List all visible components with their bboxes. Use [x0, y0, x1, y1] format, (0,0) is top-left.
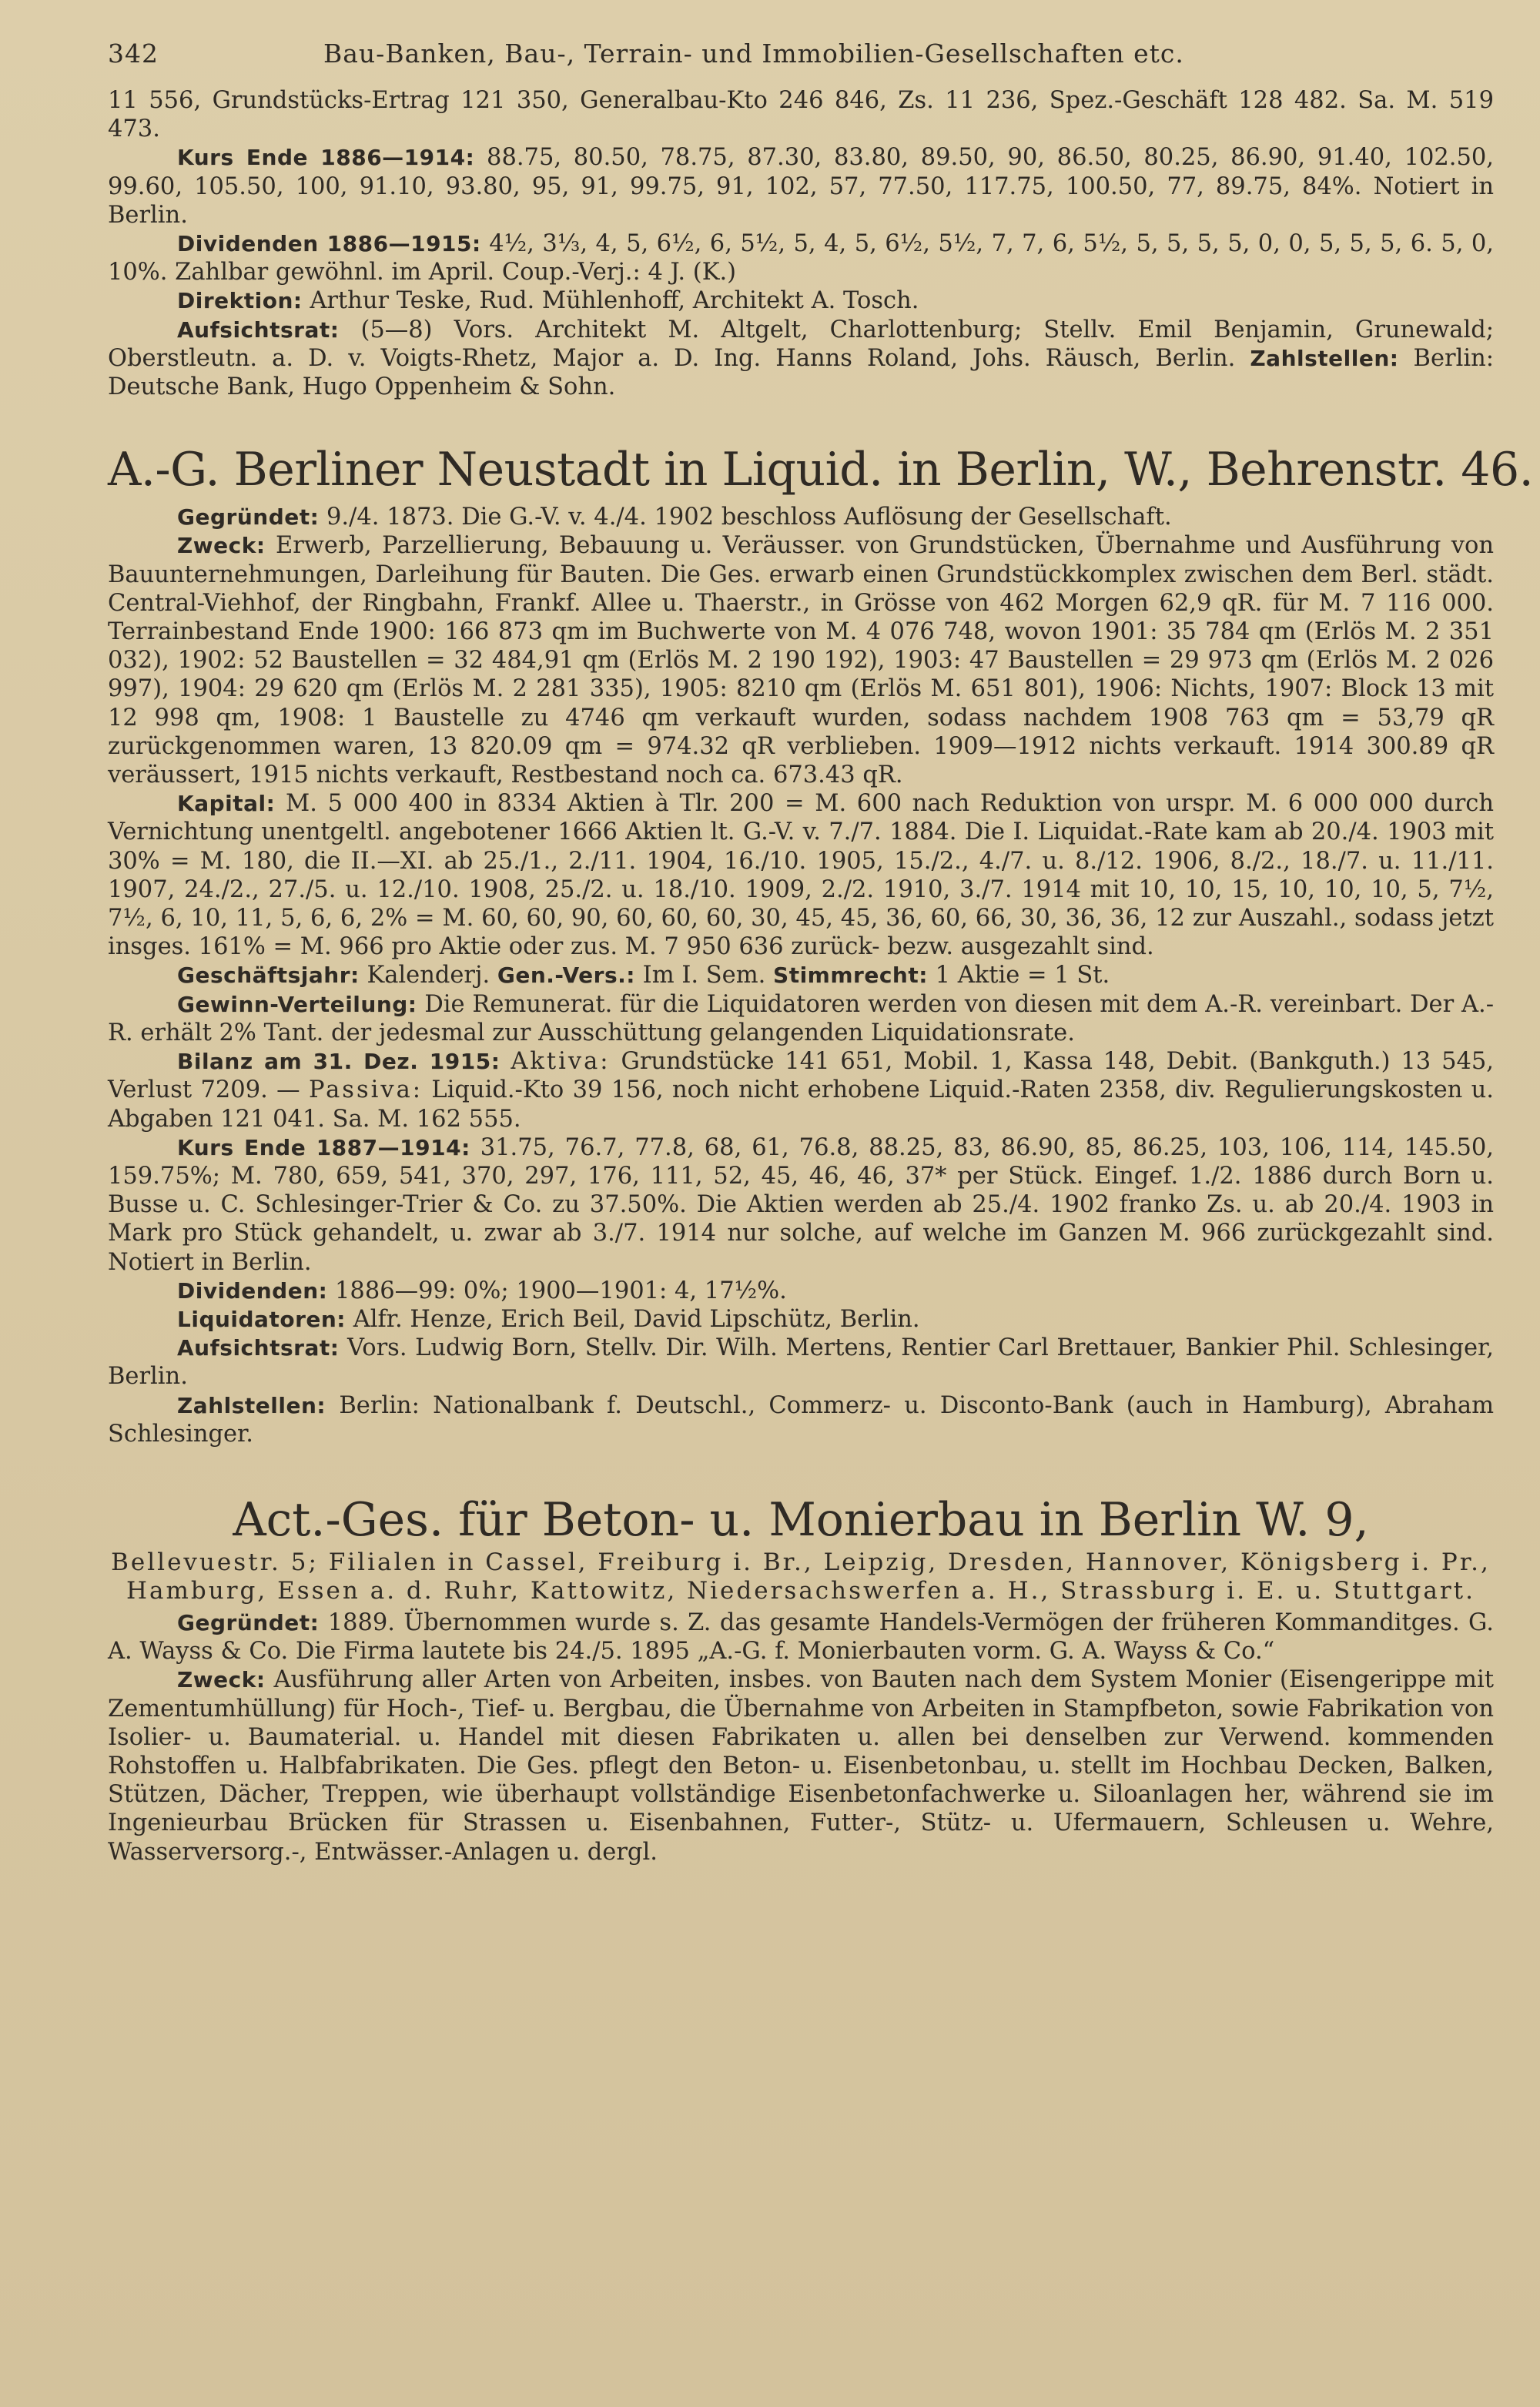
paragraph-direktion: Direktion: Arthur Teske, Rud. Mühlenhoff, Architekt A. Tosch.	[177, 287, 919, 315]
paragraph-aufsichtsrat: Aufsichtsrat: (5—8) Vors. Architekt M. Altgelt, Charlottenburg; Stellv. Emil Benjamin, Grunewald; Oberstleutn. a. D. v. Voigts-Rhetz, Major a. D. Ing. Hanns Roland, Johs. Räusch, Berlin. Zahlstellen: Berlin: Deutsche Bank, Hugo Oppenheim & Sohn.	[108, 316, 1495, 401]
paragraph-kurs: Kurs Ende 1886—1914: 88.75, 80.50, 78.75, 87.30, 83.80, 89.50, 90, 86.50, 80.25, 86.90, 91.40, 102.50, 99.60, 105.50, 100, 91.10, 93.80, 95, 91, 99.75, 91, 102, 57, 77.50, 117.75, 100.50, 77, 89.75, 84%. Notiert in Berlin.	[108, 144, 1494, 229]
section-berliner-neustadt	[108, 441, 1534, 1448]
paragraph-geschaeftsjahr: Geschäftsjahr: Kalenderj. Gen.-Vers.: Im I. Sem. Stimmrecht: 1 Aktie = 1 St.	[177, 962, 1110, 989]
paragraph-gegruendet: Gegründet: 9./4. 1873. Die G.-V. v. 4./4. 1902 beschloss Auflösung der Gesellschaft.	[177, 504, 1172, 531]
paragraph-kurs: Kurs Ende 1887—1914: 31.75, 76.7, 77.8, 68, 61, 76.8, 88.25, 83, 86.90, 85, 86.25, 103, 106, 114, 145.50, 159.75%; M. 780, 659, 541, 370, 297, 176, 111, 52, 45, 46, 46, 37* per Stück. Eingef. 1./2. 1886 durch Born u. Busse u. C. Schlesinger-Trier & Co. zu 37.50%. Die Aktien werden ab 25./4. 1902 franko Zs. u. ab 20./4. 1903 in Mark pro Stück gehandelt, u. zwar ab 3./7. 1914 nur solche, auf welche im Ganzen M. 966 zurückgezahlt sind. Notiert in Berlin.	[108, 1133, 1494, 1276]
page-header	[108, 38, 1494, 86]
company-address: Bellevuestr. 5; Filialen in Cassel, Freiburg i. Br., Leipzig, Dresden, Hannover, Königsberg i. Pr., Hamburg, Essen a. d. Ruhr, Kattowitz, Niedersachswerfen a. H., Strassburg i. E. u. Stuttgart.	[111, 1548, 1491, 1605]
paragraph-gegruendet: Gegründet: 1889. Übernommen wurde s. Z. das gesamte Handels-Vermögen der früheren Kommanditges. G. A. Wayss & Co. Die Firma lautete bis 24./5. 1895 „A.-G. f. Monierbauten vorm. G. A. Wayss & Co.“	[108, 1609, 1494, 1665]
section-continuation	[108, 86, 1494, 401]
page-number: 342	[108, 38, 159, 69]
section-beton-monierbau	[108, 1491, 1494, 1866]
paragraph-zweck: Zweck: Erwerb, Parzellierung, Bebauung u. Veräusser. von Grundstücken, Übernahme und Ausführung von Bauunternehmungen, Darleihung für Bauten. Die Ges. erwarb einen Grundstückkomplex zwischen dem Berl. städt. Central-Viehhof, der Ringbahn, Frankf. Allee u. Thaerstr., in Grösse von 462 Morgen 62,9 qR. für M. 7 116 000. Terrainbestand Ende 1900: 166 873 qm im Buchwerte von M. 4 076 748, wovon 1901: 35 784 qm (Erlös M. 2 351 032), 1902: 52 Baustellen = 32 484,91 qm (Erlös M. 2 190 192), 1903: 47 Baustellen = 29 973 qm (Erlös M. 2 026 997), 1904: 29 620 qm (Erlös M. 2 281 335), 1905: 8210 qm (Erlös M. 651 801), 1906: Nichts, 1907: Block 13 mit 12 998 qm, 1908: 1 Baustelle zu 4746 qm verkauft wurden, sodass nachdem 1908 763 qm = 53,79 qR zurückgenommen waren, 13 820.09 qm = 974.32 qR verblieben. 1909—1912 nichts verkauft. 1914 300.89 qR veräussert, 1915 nichts verkauft, Restbestand noch ca. 673.43 qR.	[108, 532, 1494, 789]
paragraph-zahlstellen: Zahlstellen: Berlin: Nationalbank f. Deutschl., Commerz- u. Disconto-Bank (auch in Hamburg), Abraham Schlesinger.	[108, 1391, 1494, 1448]
paragraph-gewinn: Gewinn-Verteilung: Die Remunerat. für die Liquidatoren werden von diesen mit dem A.-R. vereinbart. Der A.-R. erhält 2% Tant. der jedesmal zur Ausschüttung gelangenden Liquidationsrate.	[108, 990, 1494, 1046]
running-title: Bau-Banken, Bau-, Terrain- und Immobilien-Gesellschaften etc.	[323, 38, 1184, 69]
paragraph: 11 556, Grundstücks-Ertrag 121 350, Generalbau-Kto 246 846, Zs. 11 236, Spez.-Geschäft 128 482. Sa. M. 519 473.	[108, 87, 1494, 143]
company-title: Act.-Ges. für Beton- u. Monierbau in Berlin W. 9,	[233, 1492, 1369, 1547]
paragraph-zweck: Zweck: Ausführung aller Arten von Arbeiten, insbes. von Bauten nach dem System Monier (Eisengerippe mit Zementumhüllung) für Hoch-, Tief- u. Bergbau, die Übernahme von Arbeiten in Stampfbeton, sowie Fabrikation von Isolier- u. Baumaterial. u. Handel mit diesen Fabrikaten u. allen bei denselben zur Verwend. kommenden Rohstoffen u. Halbfabrikaten. Die Ges. pflegt den Beton- u. Eisenbetonbau, u. stellt im Hochbau Decken, Balken, Stützen, Dächer, Treppen, wie überhaupt vollständige Eisenbetonfachwerke u. Siloanlagen her, während sie im Ingenieurbau Brücken für Strassen u. Eisenbahnen, Futter-, Stütz- u. Ufermauern, Schleusen u. Wehre, Wasserversorg.-, Entwässer.-Anlagen u. dergl.	[108, 1666, 1494, 1866]
company-title: A.-G. Berliner Neustadt in Liquid. in Berlin, W., Behrenstr. 46.	[108, 443, 1534, 497]
paragraph-dividenden: Dividenden 1886—1915: 4½, 3⅓, 4, 5, 6½, 6, 5½, 5, 4, 5, 6½, 5½, 7, 7, 6, 5½, 5, 5, 5, 5, 0, 0, 5, 5, 5, 6. 5, 0, 10%. Zahlbar gewöhnl. im April. Coup.-Verj.: 4 J. (K.)	[108, 230, 1494, 286]
paragraph-liquidatoren: Liquidatoren: Alfr. Henze, Erich Beil, David Lipschütz, Berlin.	[177, 1305, 920, 1333]
paragraph-kapital: Kapital: M. 5 000 400 in 8334 Aktien à Tlr. 200 = M. 600 nach Reduktion von urspr. M. 6 000 000 durch Vernichtung unentgeltl. angebotener 1666 Aktien lt. G.-V. v. 7./7. 1884. Die I. Liquidat.-Rate kam ab 20./4. 1903 mit 30% = M. 180, die II.—XI. ab 25./1., 2./11. 1904, 16./10. 1905, 15./2., 4./7. u. 8./12. 1906, 8./2., 18./7. u. 11./11. 1907, 24./2., 27./5. u. 12./10. 1908, 25./2. u. 18./10. 1909, 2./2. 1910, 3./7. 1914 mit 10, 10, 15, 10, 10, 10, 5, 7½, 7½, 6, 10, 11, 5, 6, 6, 2% = M. 60, 60, 90, 60, 60, 60, 30, 45, 45, 36, 60, 66, 30, 36, 36, 12 zur Auszahl., sodass jetzt insges. 161% = M. 966 pro Aktie oder zus. M. 7 950 636 zurück- bezw. ausgezahlt sind.	[108, 790, 1494, 961]
paragraph-dividenden: Dividenden: 1886—99: 0%; 1900—1901: 4, 17½%.	[177, 1277, 787, 1304]
paragraph-aufsichtsrat: Aufsichtsrat: Vors. Ludwig Born, Stellv. Dir. Wilh. Mertens, Rentier Carl Brettauer, Bankier Phil. Schlesinger, Berlin.	[108, 1334, 1494, 1391]
paragraph-bilanz: Bilanz am 31. Dez. 1915: Aktiva: Grundstücke 141 651, Mobil. 1, Kassa 148, Debit. (Bankguth.) 13 545, Verlust 7209. — Passiva: Liquid.-Kto 39 156, noch nicht erhobene Liquid.-Raten 2358, div. Regulierungskosten u. Abgaben 121 041. Sa. M. 162 555.	[108, 1048, 1495, 1133]
